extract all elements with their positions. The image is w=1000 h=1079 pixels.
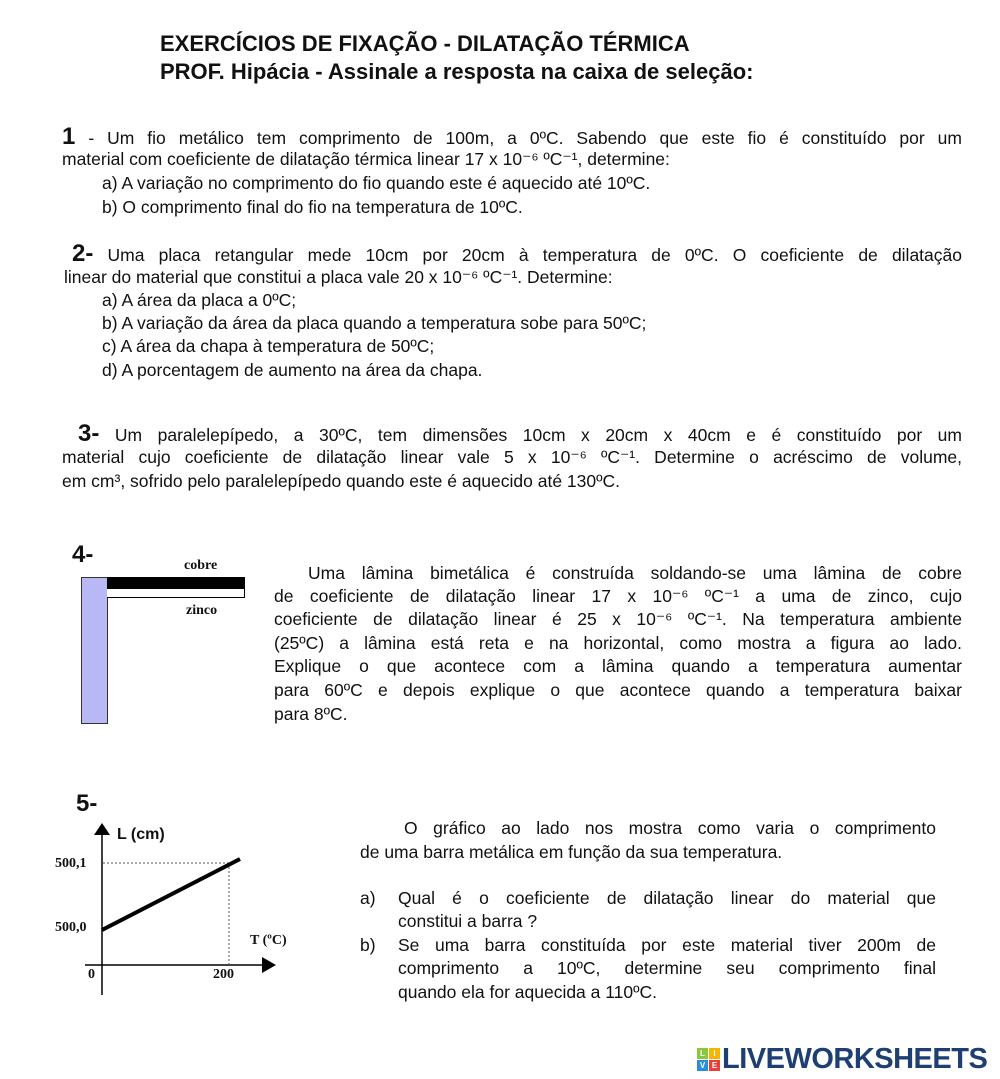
q2-line-2: linear do material que constitui a placa vale 20 x 10⁻⁶ ºC⁻¹. Determine: [64, 267, 613, 287]
q5-item-b-line-3: quando ela for aquecida a 110ºC. [398, 982, 658, 1002]
label-zinco: zinco [186, 603, 218, 618]
live-badge-icon: L I V E [697, 1048, 720, 1071]
q4-number: 4- [72, 541, 94, 568]
q5-item-a-line-1: Qual é o coeficiente de dilatação linear do material que [398, 888, 936, 908]
q5-item-a-line-2: constitui a barra ? [398, 911, 538, 931]
q1-number: 1 [62, 123, 76, 150]
q1-item-b: b) O comprimento final do fio na temperatura de 10ºC. [102, 197, 523, 217]
q1-line-1: 1 - Um fio metálico tem comprimento de 100m, a 0ºC. Sabendo que este fio é constituído por um [62, 123, 962, 150]
x-axis-arrow [262, 957, 276, 973]
x-axis-label: T (ºC) [250, 933, 287, 948]
q5-item-a-label: a) [360, 888, 376, 908]
q4-line-5: Explique o que acontece com a lâmina quando a temperatura aumentar [274, 656, 962, 676]
q5-line-1: O gráfico ao lado nos mostra como varia o comprimento [404, 818, 936, 838]
q5-item-b-label: b) [360, 935, 376, 955]
y-axis-arrow [94, 823, 110, 835]
q5-item-b-line-1: Se uma barra constituída por este material tiver 200m de [398, 935, 936, 955]
q1-line-2: material com coeficiente de dilatação térmica linear 17 x 10⁻⁶ ºC⁻¹, determine: [62, 149, 670, 169]
q3-line-1: 3- Um paralelepípedo, a 30ºC, tem dimensões 10cm x 20cm x 40cm e é constituído por um [78, 420, 962, 447]
q4-line-3: coeficiente de dilatação linear é 25 x 10⁻⁶ ºC⁻¹. Na temperatura ambiente [274, 609, 962, 629]
series-line [102, 859, 240, 930]
q5-line-2: de uma barra metálica em função da sua temperatura. [360, 842, 783, 862]
title-line-2: PROF. Hipácia - Assinale a resposta na caixa de seleção: [160, 59, 754, 84]
q2-line-1: 2- Uma placa retangular mede 10cm por 20cm à temperatura de 0ºC. O coeficiente de dilatação [72, 240, 962, 267]
zinc-strip [107, 588, 245, 598]
q3-line-2: material cujo coeficiente de dilatação linear vale 5 x 10⁻⁶ ºC⁻¹. Determine o acréscimo de volume, [62, 447, 962, 467]
q2-number: 2- [72, 240, 94, 267]
q2-item-a: a) A área da placa a 0ºC; [102, 290, 297, 310]
y-tick-500-0: 500,0 [55, 920, 87, 935]
q2-item-c: c) A área da chapa à temperatura de 50ºC; [102, 336, 435, 356]
y-tick-500-1: 500,1 [55, 856, 87, 871]
q3-line-3: em cm³, sofrido pelo paralelepípedo quando este é aquecido até 130ºC. [62, 471, 621, 491]
q4-line-2: de coeficiente de dilatação linear 17 x 10⁻⁶ ºC⁻¹ a uma de zinco, cujo [274, 586, 962, 606]
y-axis-label: L (cm) [117, 826, 165, 843]
q4-line-1: Uma lâmina bimetálica é construída soldando-se uma lâmina de cobre [308, 563, 962, 583]
q3-number: 3- [78, 420, 100, 447]
q5-item-b-line-2: comprimento a 10ºC, determine seu comprimento final [398, 958, 936, 978]
q2-item-d: d) A porcentagem de aumento na área da chapa. [102, 360, 483, 380]
liveworksheets-logo [697, 1043, 987, 1076]
q5-number: 5- [76, 790, 98, 817]
x-tick-0: 0 [88, 967, 95, 982]
wall-support [81, 577, 108, 724]
q4-line-4: (25ºC) a lâmina está reta e na horizontal, como mostra a figura ao lado. [274, 633, 962, 653]
copper-strip [107, 577, 245, 588]
x-tick-200: 200 [213, 967, 234, 982]
q1-item-a: a) A variação no comprimento do fio quando este é aquecido até 10ºC. [102, 173, 651, 193]
logo-text: LIVEWORKSHEETS [722, 1043, 988, 1075]
length-temperature-graph [40, 815, 290, 995]
q4-line-7: para 8ºC. [274, 704, 348, 724]
q4-line-6: para 60ºC e depois explique o que acontece quando a temperatura baixar [274, 680, 962, 700]
title-line-1: EXERCÍCIOS DE FIXAÇÃO - DILATAÇÃO TÉRMICA [160, 31, 690, 56]
q2-item-b: b) A variação da área da placa quando a temperatura sobe para 50ºC; [102, 313, 647, 333]
label-cobre: cobre [184, 558, 218, 573]
